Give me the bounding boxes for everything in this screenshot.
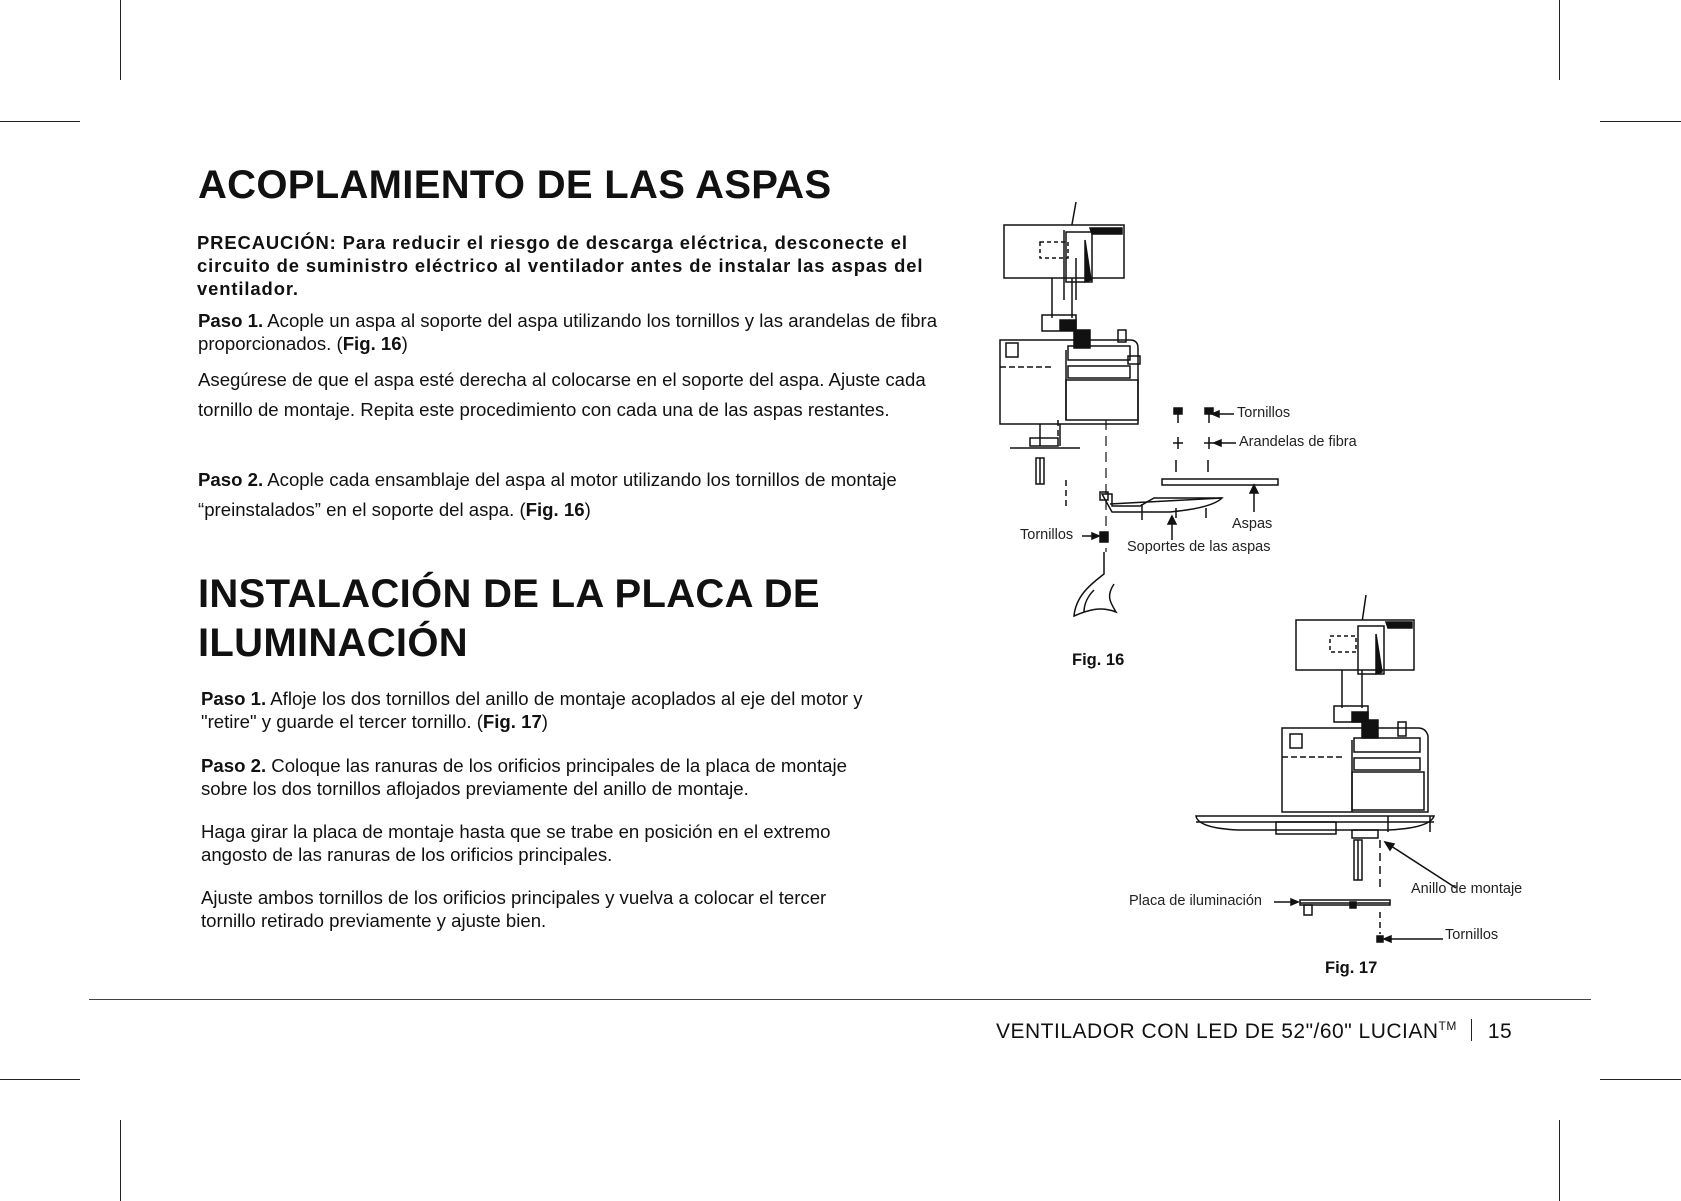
label-arandelas: Arandelas de fibra (1239, 434, 1357, 450)
label-tornillos-top: Tornillos (1237, 405, 1291, 421)
footer-rule (89, 999, 1591, 1000)
product-name: VENTILADOR CON LED DE 52"/60" LUCIAN (996, 1020, 1439, 1043)
step-text: Afloje los dos tornillos del anillo de montaje acoplados al eje del motor y "retire" y guarde el tercer tornillo. ( (201, 688, 863, 732)
label-tornillos-fig17: Tornillos (1445, 927, 1499, 943)
title-line-1: INSTALACIÓN DE LA PLACA DE (198, 572, 820, 616)
fig-reference: Fig. 16 (342, 333, 402, 354)
fig-reference: Fig. 17 (482, 711, 542, 732)
step-text-close: ) (401, 333, 408, 354)
step-text: Acople un aspa al soporte del aspa utilizando los tornillos y las arandelas de fibra proporcionados. ( (198, 310, 938, 354)
step-text: Acople cada ensamblaje del aspa al motor utilizando los tornillos de montaje “preinstalados” en el soporte del aspa. ( (198, 469, 897, 520)
step-label: Paso 2. (198, 469, 264, 490)
step-label: Paso 1. (198, 310, 264, 331)
title-line-2: ILUMINACIÓN (198, 621, 468, 665)
note-blades: Asegúrese de que el aspa esté derecha al colocarse en el soporte del aspa. Ajuste cada tornillo de montaje. Repita este procedimiento con cada una de las aspas restantes. (198, 369, 926, 420)
step-text-close: ) (584, 498, 591, 520)
label-soportes: Soportes de las aspas (1127, 539, 1271, 555)
fig17-caption: Fig. 17 (1325, 959, 1378, 977)
fig16-caption: Fig. 16 (1072, 651, 1125, 669)
label-placa: Placa de iluminación (1129, 893, 1262, 909)
label-aspas: Aspas (1232, 516, 1273, 532)
page-footer (996, 1019, 1512, 1044)
tighten-screws-text: Ajuste ambos tornillos de los orificios principales y vuelva a colocar el tercer tornillo retirado previamente y ajuste bien. (201, 887, 827, 931)
label-tornillos-left: Tornillos (1020, 527, 1074, 543)
fig-reference: Fig. 16 (525, 498, 585, 520)
label-anillo: Anillo de montaje (1411, 881, 1523, 897)
step-text-close: ) (541, 711, 548, 732)
page-number: 15 (1487, 1020, 1513, 1043)
caution-text: PRECAUCIÓN: Para reducir el riesgo de descarga eléctrica, desconecte el circuito de suministro eléctrico al ventilador antes de instalar las aspas del ventilador. (197, 232, 924, 299)
step-text: Coloque las ranuras de los orificios principales de la placa de montaje sobre los dos tornillos aflojados previamente del anillo de montaje. (201, 755, 847, 799)
footer-divider (1471, 1019, 1472, 1041)
section-title-blades: ACOPLAMIENTO DE LAS ASPAS (198, 163, 832, 207)
step-label: Paso 1. (201, 688, 267, 709)
step-label: Paso 2. (201, 755, 267, 776)
rotate-plate-text: Haga girar la placa de montaje hasta que se trabe en posición en el extremo angosto de las ranuras de los orificios principales. (201, 821, 831, 865)
trademark: TM (1438, 1019, 1457, 1033)
